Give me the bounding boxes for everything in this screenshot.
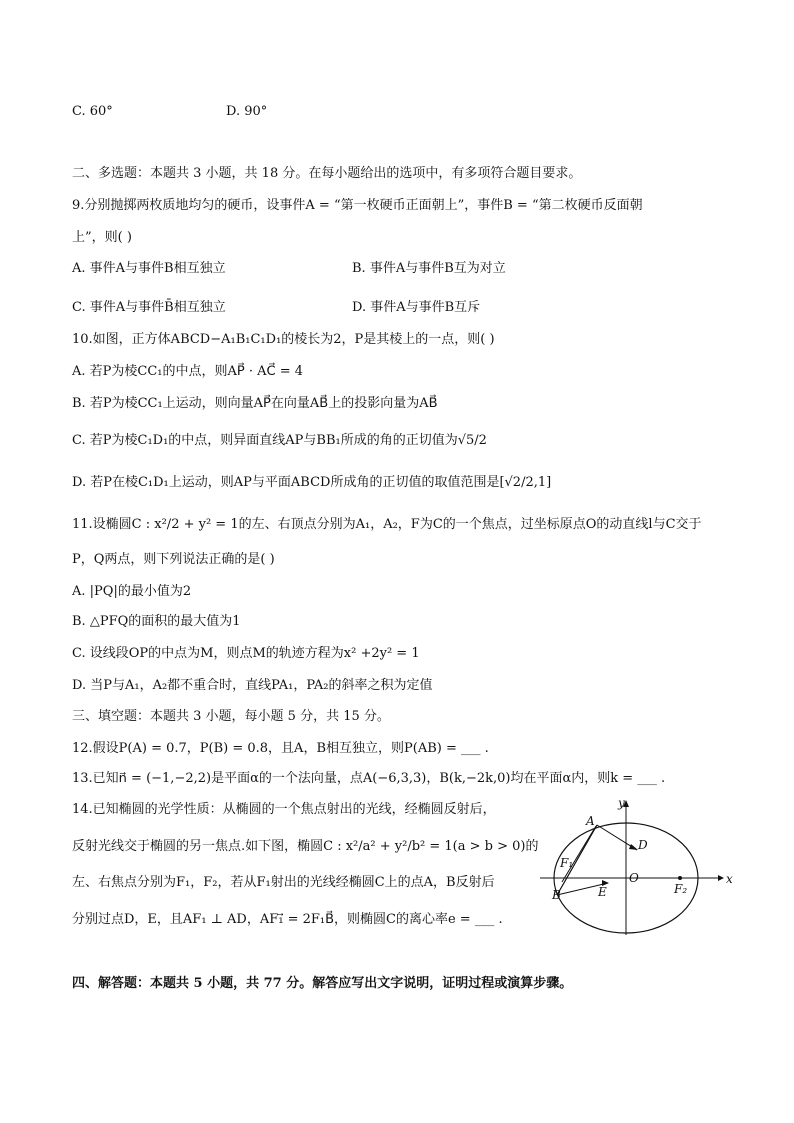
- x-axis-arrow: [718, 875, 724, 881]
- q14-line3: 左、右焦点分别为F₁，F₂，若从F₁射出的光线经椭圆C上的点A，B反射后: [72, 875, 495, 890]
- section-2-heading: 二、多选题：本题共 3 小题，共 18 分。在每小题给出的选项中，有多项符合题目要求。: [72, 166, 582, 181]
- section-4-heading: 四、解答题：本题共 5 小题，共 77 分。解答应写出文字说明，证明过程或演算步骤。: [72, 976, 573, 991]
- q10-stem: 10.如图，正方体ABCD−A₁B₁C₁D₁的棱长为2，P是其棱上的一点，则( ): [72, 332, 495, 347]
- q9-stem-line1: 9.分别抛掷两枚质地均匀的硬币，设事件A = “第一枚硬币正面朝上”，事件B = “第二枚硬币反面朝: [72, 198, 643, 213]
- label-f1: F₁: [560, 856, 574, 870]
- q10-option-c: C. 若P为棱C₁D₁的中点，则异面直线AP与BB₁所成的角的正切值为√5/2: [72, 433, 487, 448]
- segment-f1-a: [562, 826, 596, 882]
- q14-line1: 14.已知椭圆的光学性质：从椭圆的一个焦点射出的光线，经椭圆反射后，: [72, 802, 496, 817]
- label-x: x: [726, 872, 733, 886]
- q8-option-d: D. 90°: [226, 104, 268, 119]
- label-b: B: [552, 888, 561, 902]
- section-3-heading: 三、填空题：本题共 3 小题，每小题 5 分，共 15 分。: [72, 709, 390, 724]
- q11-option-a: A. |PQ|的最小值为2: [72, 584, 192, 599]
- q9-option-b: B. 事件A与事件B互为对立: [352, 261, 506, 276]
- ellipse-figure: [540, 795, 740, 945]
- q10-option-d: D. 若P在棱C₁D₁上运动，则AP与平面ABCD所成角的正切值的取值范围是[√2/2,1]: [72, 475, 552, 490]
- q9-option-a: A. 事件A与事件B相互独立: [72, 261, 226, 276]
- q14-line4: 分别过点D，E，且AF₁ ⊥ AD，AF₁⃗ = 2F₁B⃗，则椭圆C的离心率e = ___ .: [72, 912, 503, 927]
- point-f2: [678, 876, 682, 880]
- q13-text: 13.已知n⃗ = (−1,−2,2)是平面α的一个法向量，点A(−6,3,3)，B(k,−2k,0)均在平面α内，则k = ___ .: [72, 771, 666, 786]
- label-f2: F₂: [674, 882, 688, 896]
- q10-option-b: B. 若P为棱CC₁上运动，则向量AP⃗在向量AB⃗上的投影向量为AB⃗: [72, 396, 438, 411]
- label-y: y: [618, 796, 625, 810]
- label-a: A: [586, 814, 595, 828]
- q9-option-d: D. 事件A与事件B互斥: [352, 300, 481, 315]
- arrow-d: [629, 844, 638, 850]
- q11-stem-line2: P，Q两点，则下列说法正确的是( ): [72, 552, 275, 567]
- q14-line2: 反射光线交于椭圆的另一焦点.如下图，椭圆C : x²/a² + y²/b² = 1(a > b > 0)的: [72, 839, 539, 854]
- q12-text: 12.假设P(A) = 0.7，P(B) = 0.8，且A，B相互独立，则P(AB) = ___ .: [72, 741, 489, 756]
- q9-stem-line2: 上”，则( ): [72, 230, 132, 245]
- label-d: D: [638, 838, 648, 852]
- q11-option-c: C. 设线段OP的中点为M，则点M的轨迹方程为x² +2y² = 1: [72, 646, 420, 661]
- label-e: E: [598, 885, 607, 899]
- q9-option-c: C. 事件A与事件B̄相互独立: [72, 300, 226, 315]
- q11-option-b: B. △PFQ的面积的最大值为1: [72, 614, 241, 629]
- label-o: O: [629, 871, 639, 885]
- q11-option-d: D. 当P与A₁，A₂都不重合时，直线PA₁，PA₂的斜率之积为定值: [72, 678, 433, 693]
- q8-option-c: C. 60°: [72, 104, 113, 119]
- q11-stem-line1: 11.设椭圆C : x²/2 + y² = 1的左、右顶点分别为A₁，A₂，F为C的一个焦点，过坐标原点O的动直线l与C交于: [72, 517, 702, 532]
- q10-option-a: A. 若P为棱CC₁的中点，则AP⃗ · AC⃗ = 4: [72, 364, 304, 379]
